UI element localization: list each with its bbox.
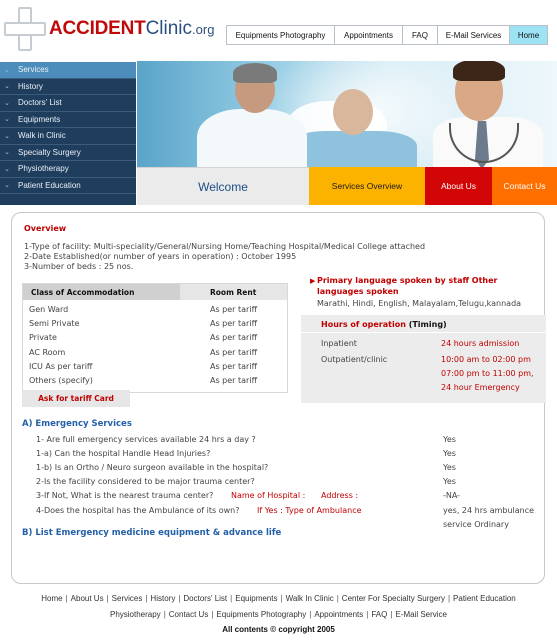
sidebar-item-label: Doctors' List: [18, 98, 62, 108]
table-header: [23, 284, 287, 300]
footer-link-patient-education[interactable]: Patient Education: [453, 594, 516, 603]
table-row: [29, 376, 283, 385]
room-rent-cell: As per tariff: [210, 333, 258, 343]
question-text: 2-Is the facility considered to be major trauma center?: [36, 477, 255, 486]
ambulance-type-label: If Yes : Type of Ambulance: [257, 506, 362, 515]
sidebar-item-equipments[interactable]: [0, 112, 136, 129]
sidebar-item-services[interactable]: [0, 62, 136, 79]
footer-link-center-for-specialty-surgery[interactable]: Center For Specialty Surgery: [341, 594, 445, 603]
site-logo[interactable]: [49, 18, 214, 40]
hours-panel: [301, 315, 546, 403]
chevron-down-icon: ⌄: [4, 165, 10, 173]
question-text: 1- Are full emergency services available 24 hrs a day ?: [36, 435, 256, 444]
table-row: [29, 305, 283, 314]
footer-link-equipments[interactable]: Equipments: [235, 594, 278, 603]
sidebar-item-walk-in-clinic[interactable]: [0, 128, 136, 145]
room-rent-cell: As per tariff: [210, 347, 258, 357]
footer-separator: |: [65, 594, 68, 603]
answer-text: Yes: [443, 435, 456, 444]
content-panel: [11, 212, 545, 584]
footer-link-doctors-list[interactable]: Doctors' List: [183, 594, 228, 603]
logo-text-accident: ACCIDENT: [49, 18, 146, 39]
sidebar-item-patient-education[interactable]: [0, 178, 136, 195]
footer-link-e-mail-service[interactable]: E-Mail Service: [395, 610, 448, 619]
sidebar-item-label: Physiotherapy: [18, 164, 69, 174]
footer-separator: |: [211, 610, 214, 619]
accommodation-class-cell: AC Room: [29, 347, 66, 357]
footer-separator: |: [178, 594, 181, 603]
answer-text: service Ordinary: [443, 520, 509, 529]
chevron-down-icon: ⌄: [4, 66, 10, 74]
footer-separator: |: [280, 594, 283, 603]
section-tabs: [137, 167, 557, 205]
address-label: Address :: [321, 491, 359, 500]
footer-link-equipments-photography[interactable]: Equipments Photography: [216, 610, 307, 619]
inpatient-value: 24 hours admission: [441, 339, 520, 348]
logo-text-clinic: Clinic: [145, 18, 193, 39]
footer-link-appointments[interactable]: Appointments: [314, 610, 364, 619]
answer-text: Yes: [443, 477, 456, 486]
chevron-down-icon: ⌄: [4, 116, 10, 124]
overview-line: 1-Type of facility: Multi-speciality/General/Nursing Home/Teaching Hospital/Medical College attached: [24, 242, 426, 251]
footer-link-faq[interactable]: FAQ: [371, 610, 388, 619]
language-list: Marathi, Hindi, English, Malayalam,Telugu,kannada: [317, 299, 522, 308]
top-nav-faq[interactable]: FAQ: [402, 25, 437, 45]
sidebar-item-doctors-list[interactable]: [0, 95, 136, 112]
footer-link-walk-in-clinic[interactable]: Walk In Clinic: [285, 594, 334, 603]
footer-separator: |: [336, 594, 339, 603]
logo-text-org: .org: [192, 22, 215, 37]
room-rent-cell: As per tariff: [210, 376, 258, 385]
room-rent-cell: As per tariff: [210, 319, 258, 329]
top-nav-e-mail-services[interactable]: E-Mail Services: [437, 25, 509, 45]
chevron-down-icon: ⌄: [4, 149, 10, 157]
overview-line: 2-Date Established(or number of years in operation) : October 1995: [24, 252, 297, 261]
top-nav-appointments[interactable]: Appointments: [334, 25, 402, 45]
accommodation-class-cell: Gen Ward: [29, 305, 69, 314]
outpatient-value: 07:00 pm to 11:00 pm,: [441, 369, 534, 378]
column-header-class: Class of Accommodation: [23, 284, 180, 300]
question-text: 3-If Not, What is the nearest trauma center?: [36, 491, 214, 500]
footer-link-about-us[interactable]: About Us: [70, 594, 104, 603]
room-rent-cell: As per tariff: [210, 361, 258, 371]
overview-line: 3-Number of beds : 25 nos.: [24, 262, 134, 271]
emergency-services-heading: A) Emergency Services: [22, 419, 132, 429]
question-text: 1-b) Is an Ortho / Neuro surgeon available in the hospital?: [36, 463, 269, 472]
outpatient-value: 10:00 am to 02:00 pm: [441, 355, 531, 364]
footer-links-row-1: [0, 594, 557, 603]
footer-link-physiotherapy[interactable]: Physiotherapy: [109, 610, 161, 619]
answer-text: -NA-: [443, 491, 461, 500]
question-text: 4-Does the hospital has the Ambulance of its own?: [36, 506, 240, 515]
hospital-name-label: Name of Hospital :: [231, 491, 306, 500]
footer-link-history[interactable]: History: [150, 594, 176, 603]
table-row: [29, 362, 283, 371]
footer-separator: |: [145, 594, 148, 603]
hero-photo: [137, 61, 557, 167]
table-row: [29, 348, 283, 357]
column-header-rent: Room Rent: [210, 287, 257, 297]
hours-title: Hours of operation (Timing): [321, 320, 447, 329]
header: [0, 0, 557, 60]
accommodation-class-cell: Others (specify): [29, 376, 93, 385]
table-row: [29, 319, 283, 328]
sidebar-item-label: Walk in Clinic: [18, 131, 66, 141]
tab-welcome[interactable]: Welcome: [137, 167, 309, 205]
overview-title: Overview: [24, 224, 67, 233]
sidebar-item-label: Patient Education: [18, 180, 81, 190]
top-nav-equipments-photography[interactable]: Equipments Photography: [226, 25, 334, 45]
footer-separator: |: [230, 594, 233, 603]
sidebar-item-history[interactable]: [0, 79, 136, 96]
accommodation-table: [22, 283, 288, 393]
outpatient-value: 24 hour Emergency: [441, 383, 520, 392]
footer-separator: |: [309, 610, 312, 619]
answer-text: Yes: [443, 463, 456, 472]
accommodation-class-cell: Semi Private: [29, 319, 80, 329]
arrow-bullet-icon: ▶: [310, 277, 316, 285]
cross-logo-icon: [4, 7, 46, 51]
footer-link-home[interactable]: Home: [41, 594, 63, 603]
sidebar-item-label: Specialty Surgery: [18, 147, 81, 157]
sidebar-item-label: Services: [18, 65, 49, 75]
footer-link-services[interactable]: Services: [111, 594, 143, 603]
chevron-down-icon: ⌄: [4, 99, 10, 107]
footer-separator: |: [106, 594, 109, 603]
table-row: [29, 333, 283, 342]
footer-separator: |: [163, 610, 166, 619]
answer-text: Yes: [443, 449, 456, 458]
question-text: 1-a) Can the hospital Handle Head Injuries?: [36, 449, 211, 458]
inpatient-label: Inpatient: [321, 339, 357, 348]
ask-tariff-card-button[interactable]: Ask for tariff Card: [22, 390, 130, 407]
equipment-heading: B) List Emergency medicine equipment & advance life: [22, 528, 282, 538]
sidebar-item-label: History: [18, 81, 43, 91]
sidebar-item-specialty-surgery[interactable]: [0, 145, 136, 162]
chevron-down-icon: ⌄: [4, 182, 10, 190]
accommodation-class-cell: Private: [29, 333, 57, 343]
tab-about-us[interactable]: About Us: [425, 167, 492, 205]
tab-contact-us[interactable]: Contact Us: [492, 167, 557, 205]
outpatient-label: Outpatient/clinic: [321, 355, 388, 364]
footer-separator: |: [447, 594, 451, 603]
sidebar-item-label: Equipments: [18, 114, 61, 124]
room-rent-cell: As per tariff: [210, 305, 258, 314]
accommodation-class-cell: ICU As per tariff: [29, 361, 93, 371]
top-nav: [226, 25, 548, 45]
chevron-down-icon: ⌄: [4, 83, 10, 91]
sidebar-item-physiotherapy[interactable]: [0, 161, 136, 178]
answer-text: yes, 24 hrs ambulance: [443, 506, 535, 515]
footer-links-row-2: [0, 610, 557, 619]
chevron-down-icon: ⌄: [4, 132, 10, 140]
sidebar-nav: [0, 62, 136, 205]
footer-separator: |: [390, 610, 393, 619]
copyright-text: All contents © copyright 2005: [222, 625, 335, 634]
footer-link-contact-us[interactable]: Contact Us: [168, 610, 209, 619]
language-title: Primary language spoken by staff Other languages spoken: [317, 276, 498, 296]
tab-services-overview[interactable]: Services Overview: [309, 167, 425, 205]
footer-separator: |: [366, 610, 369, 619]
top-nav-home[interactable]: Home: [509, 25, 548, 45]
